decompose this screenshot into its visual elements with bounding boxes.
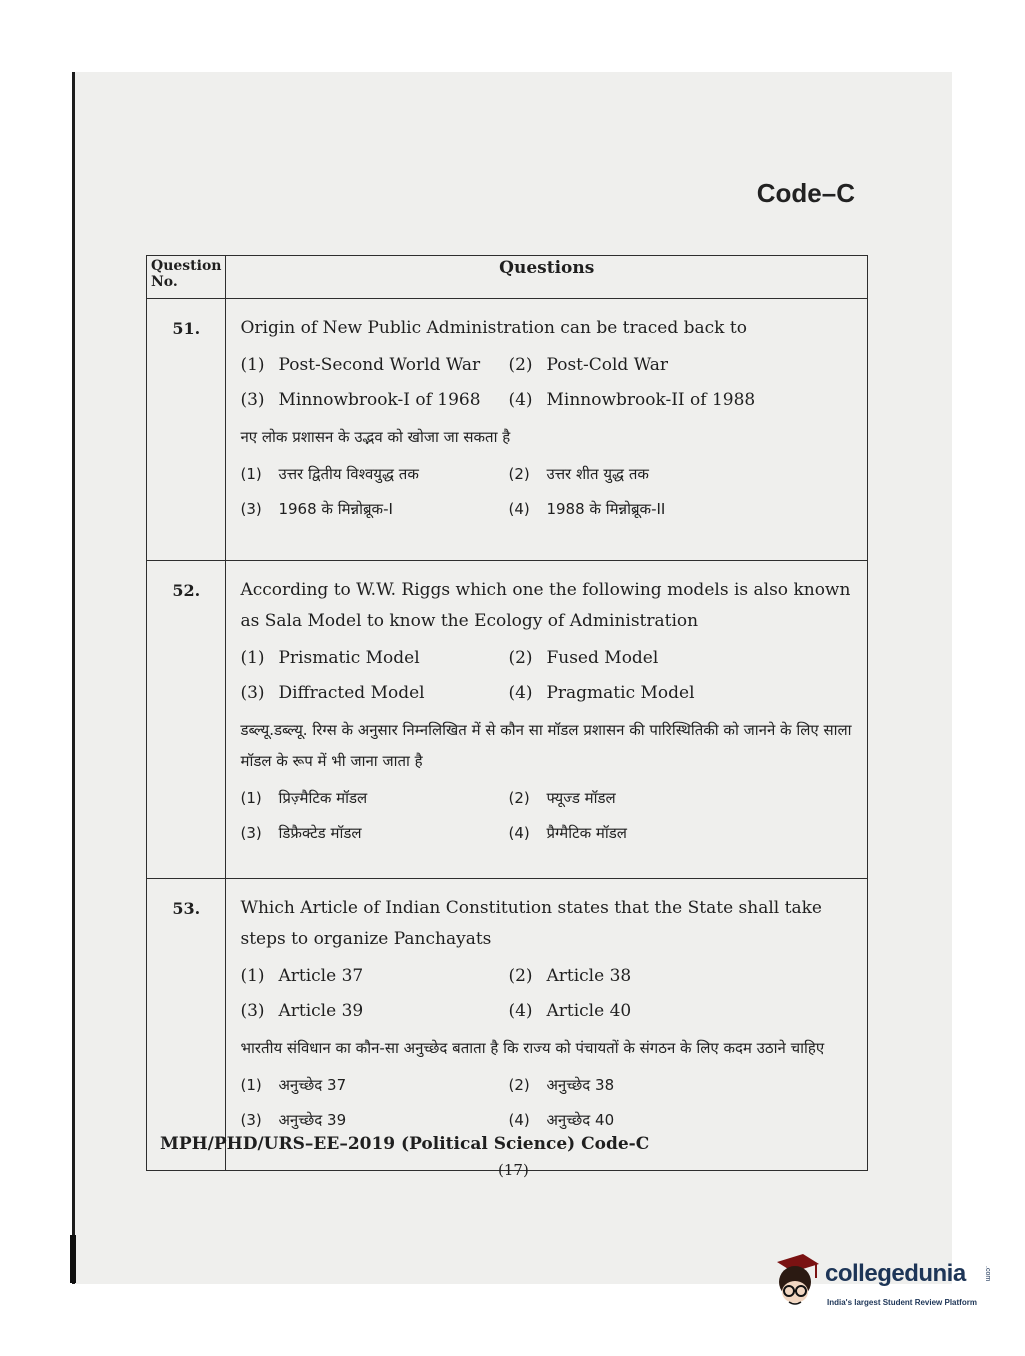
options-hindi bbox=[240, 783, 863, 849]
option bbox=[508, 350, 863, 381]
option-number: (3) bbox=[240, 1111, 262, 1129]
option-text: Article 38 bbox=[546, 966, 632, 986]
option bbox=[240, 643, 508, 674]
mascot-icon bbox=[769, 1252, 821, 1310]
option bbox=[508, 1105, 863, 1136]
option-text: उत्तर द्वितीय विश्वयुद्ध तक bbox=[278, 465, 419, 483]
question-row bbox=[147, 879, 868, 1171]
logo-tagline: India's largest Student Review Platform bbox=[827, 1298, 977, 1307]
option-number: (4) bbox=[508, 824, 530, 842]
option-text: प्रिज़्मैटिक मॉडल bbox=[278, 789, 368, 807]
paper-code: Code–C bbox=[756, 178, 855, 208]
option bbox=[240, 783, 508, 814]
question-body bbox=[226, 879, 868, 1171]
option bbox=[508, 459, 863, 490]
options-hindi bbox=[240, 459, 863, 525]
option-number: (4) bbox=[508, 390, 533, 410]
option-text: फ्यूज्ड मॉडल bbox=[546, 789, 616, 807]
option-number: (2) bbox=[508, 355, 533, 375]
option-text: अनुच्छेद 39 bbox=[278, 1111, 347, 1129]
question-text: Origin of New Public Administration can be traced back to bbox=[240, 318, 747, 338]
option-text: Fused Model bbox=[546, 648, 659, 668]
option-number: (1) bbox=[240, 1076, 262, 1094]
option-text: Article 37 bbox=[278, 966, 364, 986]
option-text: Minnowbrook-I of 1968 bbox=[278, 390, 481, 410]
option-number: (2) bbox=[508, 1076, 530, 1094]
option-number: (1) bbox=[240, 789, 262, 807]
option-number: (2) bbox=[508, 789, 530, 807]
option bbox=[240, 385, 508, 416]
option bbox=[508, 643, 863, 674]
option-number: (4) bbox=[508, 500, 530, 518]
question-body bbox=[226, 561, 868, 879]
option bbox=[508, 783, 863, 814]
option-number: (4) bbox=[508, 1001, 533, 1021]
option bbox=[240, 459, 508, 490]
question-no-header: Question No. bbox=[147, 256, 226, 299]
question-number: 53. bbox=[147, 879, 226, 1171]
option-number: (1) bbox=[240, 465, 262, 483]
option-text: डिफ्रैक्टेड मॉडल bbox=[278, 824, 362, 842]
option bbox=[240, 996, 508, 1027]
option-text: उत्तर शीत युद्ध तक bbox=[546, 465, 649, 483]
table-header-row bbox=[147, 256, 868, 299]
option-text: Post-Second World War bbox=[278, 355, 481, 375]
option-number: (2) bbox=[508, 648, 533, 668]
option-text: अनुच्छेद 37 bbox=[278, 1076, 347, 1094]
option-text: अनुच्छेद 38 bbox=[546, 1076, 615, 1094]
option-text: 1988 के मिन्नोब्रूक-II bbox=[546, 500, 666, 518]
option-text: Article 40 bbox=[546, 1001, 632, 1021]
questions-table bbox=[146, 255, 868, 1171]
option-number: (4) bbox=[508, 683, 533, 703]
option-number: (4) bbox=[508, 1111, 530, 1129]
option-number: (3) bbox=[240, 1001, 265, 1021]
options bbox=[240, 643, 863, 709]
option bbox=[240, 818, 508, 849]
option-text: Prismatic Model bbox=[278, 648, 420, 668]
option-text: Post-Cold War bbox=[546, 355, 668, 375]
question-text-hindi: नए लोक प्रशासन के उद्भव को खोजा जा सकता है bbox=[240, 428, 511, 446]
option-number: (1) bbox=[240, 966, 265, 986]
option-text: Pragmatic Model bbox=[546, 683, 695, 703]
option-number: (3) bbox=[240, 500, 262, 518]
question-text-hindi: भारतीय संविधान का कौन-सा अनुच्छेद बताता है कि राज्य को पंचायतों के संगठन के लिए कदम उठाने चाहिए bbox=[240, 1039, 825, 1057]
option bbox=[508, 996, 863, 1027]
option-number: (2) bbox=[508, 966, 533, 986]
question-text: According to W.W. Riggs which one the following models is also known as Sala Model to know the Ecology of Administration bbox=[240, 580, 851, 631]
option-text: 1968 के मिन्नोब्रूक-I bbox=[278, 500, 393, 518]
scan-edge-bottom bbox=[70, 1235, 76, 1283]
page-number: (17) bbox=[498, 1161, 529, 1179]
question-number: 52. bbox=[147, 561, 226, 879]
question-text-hindi: डब्ल्यू.डब्ल्यू. रिग्स के अनुसार निम्नलिखित में से कौन सा मॉडल प्रशासन की पारिस्थितिकी को जानने के लिए साला मॉडल के रूप में भी जाना जाता है bbox=[240, 721, 852, 770]
options bbox=[240, 350, 863, 416]
option-number: (3) bbox=[240, 390, 265, 410]
logo-name: collegedunia bbox=[825, 1260, 966, 1287]
question-body bbox=[226, 299, 868, 561]
question-text: Which Article of Indian Constitution states that the State shall take steps to organize Panchayats bbox=[240, 898, 822, 949]
questions-header: Questions bbox=[226, 256, 868, 299]
option bbox=[240, 494, 508, 525]
logo-com: .com bbox=[984, 1266, 991, 1282]
option bbox=[508, 678, 863, 709]
option-number: (3) bbox=[240, 683, 265, 703]
option-number: (1) bbox=[240, 355, 265, 375]
option bbox=[508, 494, 863, 525]
options bbox=[240, 961, 863, 1027]
scan-edge bbox=[72, 72, 75, 1284]
option bbox=[240, 1070, 508, 1101]
option-number: (1) bbox=[240, 648, 265, 668]
question-number: 51. bbox=[147, 299, 226, 561]
option-number: (3) bbox=[240, 824, 262, 842]
option bbox=[508, 818, 863, 849]
option bbox=[240, 961, 508, 992]
exam-footer: MPH/PHD/URS–EE–2019 (Political Science) Code-C bbox=[160, 1134, 650, 1154]
option bbox=[508, 385, 863, 416]
option-text: अनुच्छेद 40 bbox=[546, 1111, 615, 1129]
option-text: Minnowbrook-II of 1988 bbox=[546, 390, 756, 410]
question-row bbox=[147, 299, 868, 561]
option-number: (2) bbox=[508, 465, 530, 483]
option bbox=[240, 1105, 508, 1136]
option bbox=[240, 678, 508, 709]
option-text: प्रैग्मैटिक मॉडल bbox=[546, 824, 627, 842]
option-text: Diffracted Model bbox=[278, 683, 425, 703]
collegedunia-logo bbox=[765, 1248, 995, 1318]
option-text: Article 39 bbox=[278, 1001, 364, 1021]
question-row bbox=[147, 561, 868, 879]
option bbox=[508, 961, 863, 992]
options-hindi bbox=[240, 1070, 863, 1136]
option bbox=[240, 350, 508, 381]
option bbox=[508, 1070, 863, 1101]
